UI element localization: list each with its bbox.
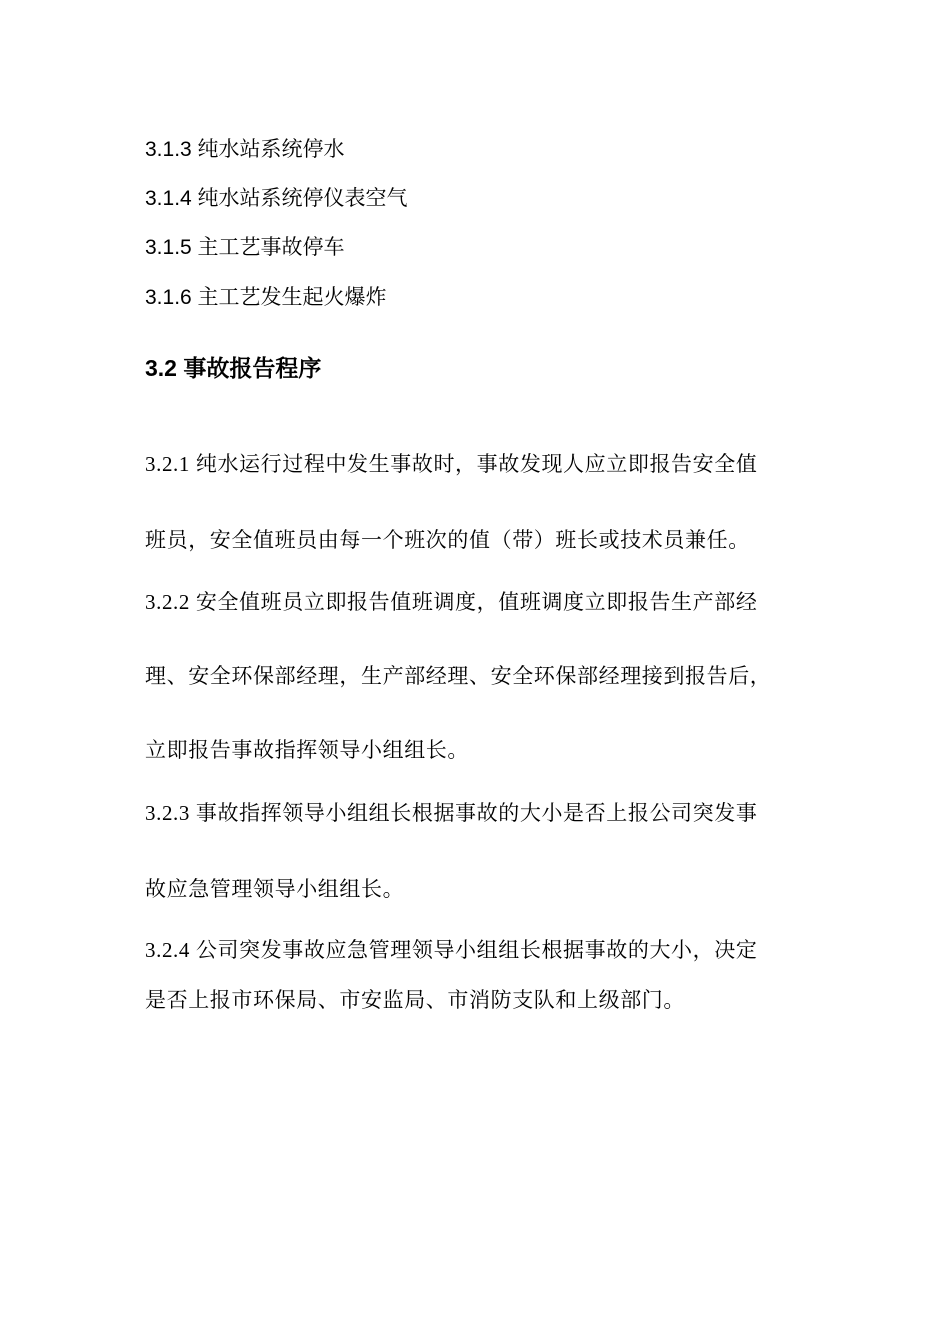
list-item-3-1-5: 3.1.5 主工艺事故停车 (145, 236, 345, 259)
paragraph-line: 3.2.3 事故指挥领导小组组长根据事故的大小是否上报公司突发事 (145, 801, 758, 825)
paragraph-line: 3.2.4 公司突发事故应急管理领导小组组长根据事故的大小，决定 (145, 938, 758, 962)
list-item-3-1-6: 3.1.6 主工艺发生起火爆炸 (145, 286, 387, 309)
paragraph-line: 立即报告事故指挥领导小组组长。 (145, 738, 469, 762)
paragraph-line: 是否上报市环保局、市安监局、市消防支队和上级部门。 (145, 988, 685, 1012)
paragraph-line: 3.2.2 安全值班员立即报告值班调度，值班调度立即报告生产部经 (145, 590, 758, 614)
list-item-3-1-3: 3.1.3 纯水站系统停水 (145, 138, 345, 161)
paragraph-line: 班员，安全值班员由每一个班次的值（带）班长或技术员兼任。 (145, 528, 750, 552)
section-heading: 3.2 事故报告程序 (145, 355, 322, 381)
paragraph-line: 理、安全环保部经理，生产部经理、安全环保部经理接到报告后， (145, 664, 772, 688)
paragraph-line: 故应急管理领导小组组长。 (145, 877, 405, 901)
paragraph-line: 3.2.1 纯水运行过程中发生事故时，事故发现人应立即报告安全值 (145, 452, 758, 476)
list-item-3-1-4: 3.1.4 纯水站系统停仪表空气 (145, 187, 408, 210)
